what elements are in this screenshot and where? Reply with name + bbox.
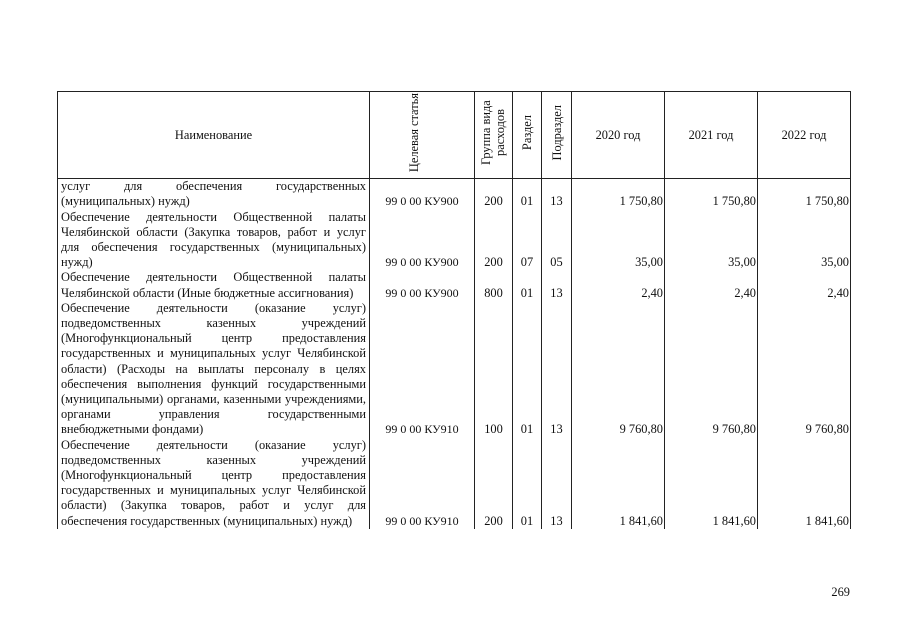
table-body <box>58 179 851 529</box>
row-value-2022: 1 750,80 <box>758 179 851 210</box>
header-2020: 2020 год <box>572 92 665 179</box>
row-value-2022: 2,40 <box>758 270 851 300</box>
row-value-2020: 9 760,80 <box>572 301 665 438</box>
row-section: 07 <box>513 210 542 271</box>
row-target-item: 99 0 00 КУ900 <box>370 270 475 300</box>
row-name: Обеспечение деятельности Общественной палаты Челябинской области (Закупка товаров, работ и услуг для обеспечения государственных (муниципальных) нужд) <box>58 210 370 271</box>
header-section: Раздел <box>513 92 542 179</box>
row-expense-group: 100 <box>475 301 513 438</box>
row-subsection: 13 <box>542 179 572 210</box>
row-expense-group: 200 <box>475 438 513 529</box>
row-value-2021: 1 750,80 <box>665 179 758 210</box>
table-row <box>58 179 851 210</box>
row-section: 01 <box>513 179 542 210</box>
table-row <box>58 301 851 438</box>
row-name: Обеспечение деятельности Общественной палаты Челябинской области (Иные бюджетные ассигнования) <box>58 270 370 300</box>
page-number: 269 <box>831 585 850 599</box>
header-name: Наименование <box>58 92 370 179</box>
row-name: Обеспечение деятельности (оказание услуг) подведомственных казенных учреждений (Многофункциональный центр предоставления государственных и муниципальных услуг Челябинской области) (Закупка товаров, работ и услуг для обеспечения государственных (муниципальных) нужд) <box>58 438 370 529</box>
row-name: Обеспечение деятельности (оказание услуг) подведомственных казенных учреждений (Многофункциональный центр предоставления государственных и муниципальных услуг Челябинской области) (Расходы на выплаты персоналу в целях обеспечения выполнения функций государственными (муниципальными) органами, казенными учреждениями, органами управления государственными внебюджетными фондами) <box>58 301 370 438</box>
row-subsection: 13 <box>542 301 572 438</box>
row-expense-group: 200 <box>475 210 513 271</box>
row-value-2021: 2,40 <box>665 270 758 300</box>
row-target-item: 99 0 00 КУ900 <box>370 179 475 210</box>
table-row <box>58 210 851 271</box>
row-expense-group: 800 <box>475 270 513 300</box>
budget-table <box>57 91 851 529</box>
row-value-2020: 2,40 <box>572 270 665 300</box>
row-name: услуг для обеспечения государственных (муниципальных) нужд) <box>58 179 370 210</box>
header-2021: 2021 год <box>665 92 758 179</box>
header-expense-group: Группа вида расходов <box>475 92 513 179</box>
row-value-2021: 1 841,60 <box>665 438 758 529</box>
table-row <box>58 270 851 300</box>
row-value-2020: 1 750,80 <box>572 179 665 210</box>
row-value-2021: 35,00 <box>665 210 758 271</box>
row-value-2020: 1 841,60 <box>572 438 665 529</box>
header-target-item: Целевая статья <box>370 92 475 179</box>
row-value-2022: 35,00 <box>758 210 851 271</box>
row-subsection: 13 <box>542 438 572 529</box>
row-target-item: 99 0 00 КУ910 <box>370 301 475 438</box>
row-target-item: 99 0 00 КУ900 <box>370 210 475 271</box>
row-value-2022: 9 760,80 <box>758 301 851 438</box>
row-subsection: 05 <box>542 210 572 271</box>
table-header <box>58 92 851 179</box>
row-section: 01 <box>513 301 542 438</box>
table-row <box>58 438 851 529</box>
row-section: 01 <box>513 438 542 529</box>
row-value-2021: 9 760,80 <box>665 301 758 438</box>
header-2022: 2022 год <box>758 92 851 179</box>
row-subsection: 13 <box>542 270 572 300</box>
row-section: 01 <box>513 270 542 300</box>
row-value-2020: 35,00 <box>572 210 665 271</box>
row-expense-group: 200 <box>475 179 513 210</box>
row-value-2022: 1 841,60 <box>758 438 851 529</box>
header-subsection: Подраздел <box>542 92 572 179</box>
row-target-item: 99 0 00 КУ910 <box>370 438 475 529</box>
